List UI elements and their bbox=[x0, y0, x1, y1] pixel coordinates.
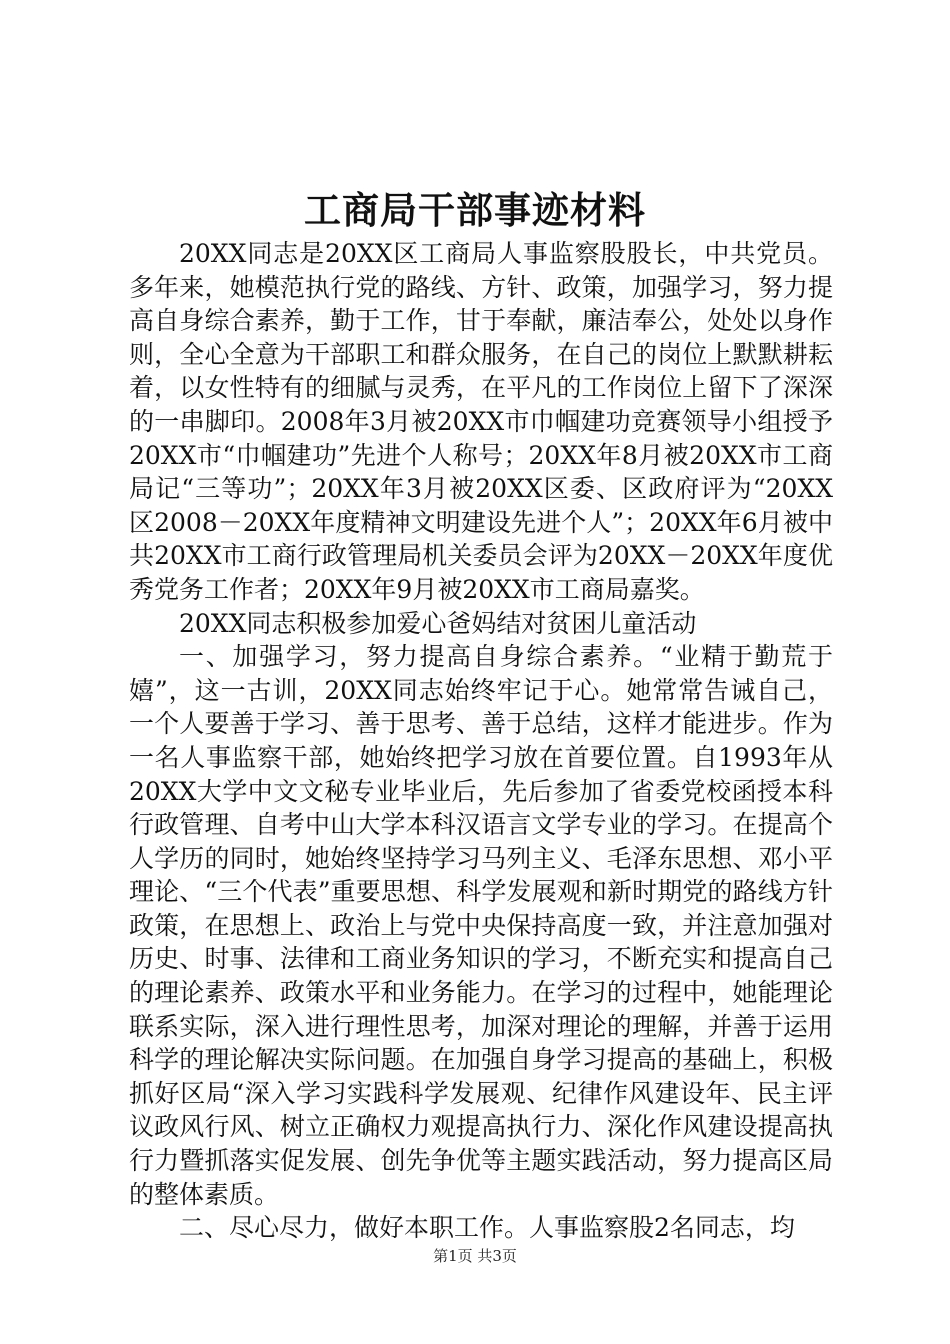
document-title: 工商局干部事迹材料 bbox=[304, 188, 646, 232]
paragraph-section-two: 二、尽心尽力，做好本职工作。人事监察股2名同志，均 bbox=[179, 1213, 795, 1243]
document-body bbox=[129, 237, 833, 1245]
paragraph-intro: 20XX同志是20XX区工商局人事监察股股长，中共党员。多年来，她模范执行党的路线、方针、政策，加强学习，努力提高自身综合素养，勤于工作，甘于奉献，廉洁奉公，处处以身作则，全心全意为干部职工和群众服务，在自己的岗位上默默耕耘着，以女性特有的细腻与灵秀，在平凡的工作岗位上留下了深深的一串脚印。2008年3月被20XX市巾帼建功竞赛领导小组授予20XX市“巾帼建功”先进个人称号；20XX年8月被20XX市工商局记“三等功”；20XX年3月被20XX区委、区政府评为“20XX区2008－20XX年度精神文明建设先进个人”；20XX年6月被中共20XX市工商行政管理局机关委员会评为20XX－20XX年度优秀党务工作者；20XX年9月被20XX市工商局嘉奖。 bbox=[129, 239, 833, 604]
paragraph-section-one: 一、加强学习，努力提高自身综合素养。“业精于勤荒于嬉”，这一古训，20XX同志始终牢记于心。她常常告诫自己，一个人要善于学习、善于思考、善于总结，这样才能进步。作为一名人事监察干部，她始终把学习放在首要位置。自1993年从20XX大学中文文秘专业毕业后，先后参加了省委党校函授本科行政管理、自考中山大学本科汉语言文学专业的学习。在提高个人学历的同时，她始终坚持学习马列主义、毛泽东思想、邓小平理论、“三个代表”重要思想、科学发展观和新时期党的路线方针政策，在思想上、政治上与党中央保持高度一致，并注意加强对历史、时事、法律和工商业务知识的学习，不断充实和提高自己的理论素养、政策水平和业务能力。在学习的过程中，她能理论联系实际，深入进行理性思考，加深对理论的理解，并善于运用科学的理论解决实际问题。在加强自身学习提高的基础上，积极抓好区局“深入学习实践科学发展观、纪律作风建设年、民主评议政风行风、树立正确权力观提高执行力、深化作风建设提高执行力暨抓落实促发展、创先争优等主题实践活动，努力提高区局的整体素质。 bbox=[129, 642, 833, 1209]
paragraph-activity: 20XX同志积极参加爱心爸妈结对贫困儿童活动 bbox=[179, 608, 697, 638]
page-number-footer: 第1页 共3页 bbox=[433, 1247, 517, 1265]
